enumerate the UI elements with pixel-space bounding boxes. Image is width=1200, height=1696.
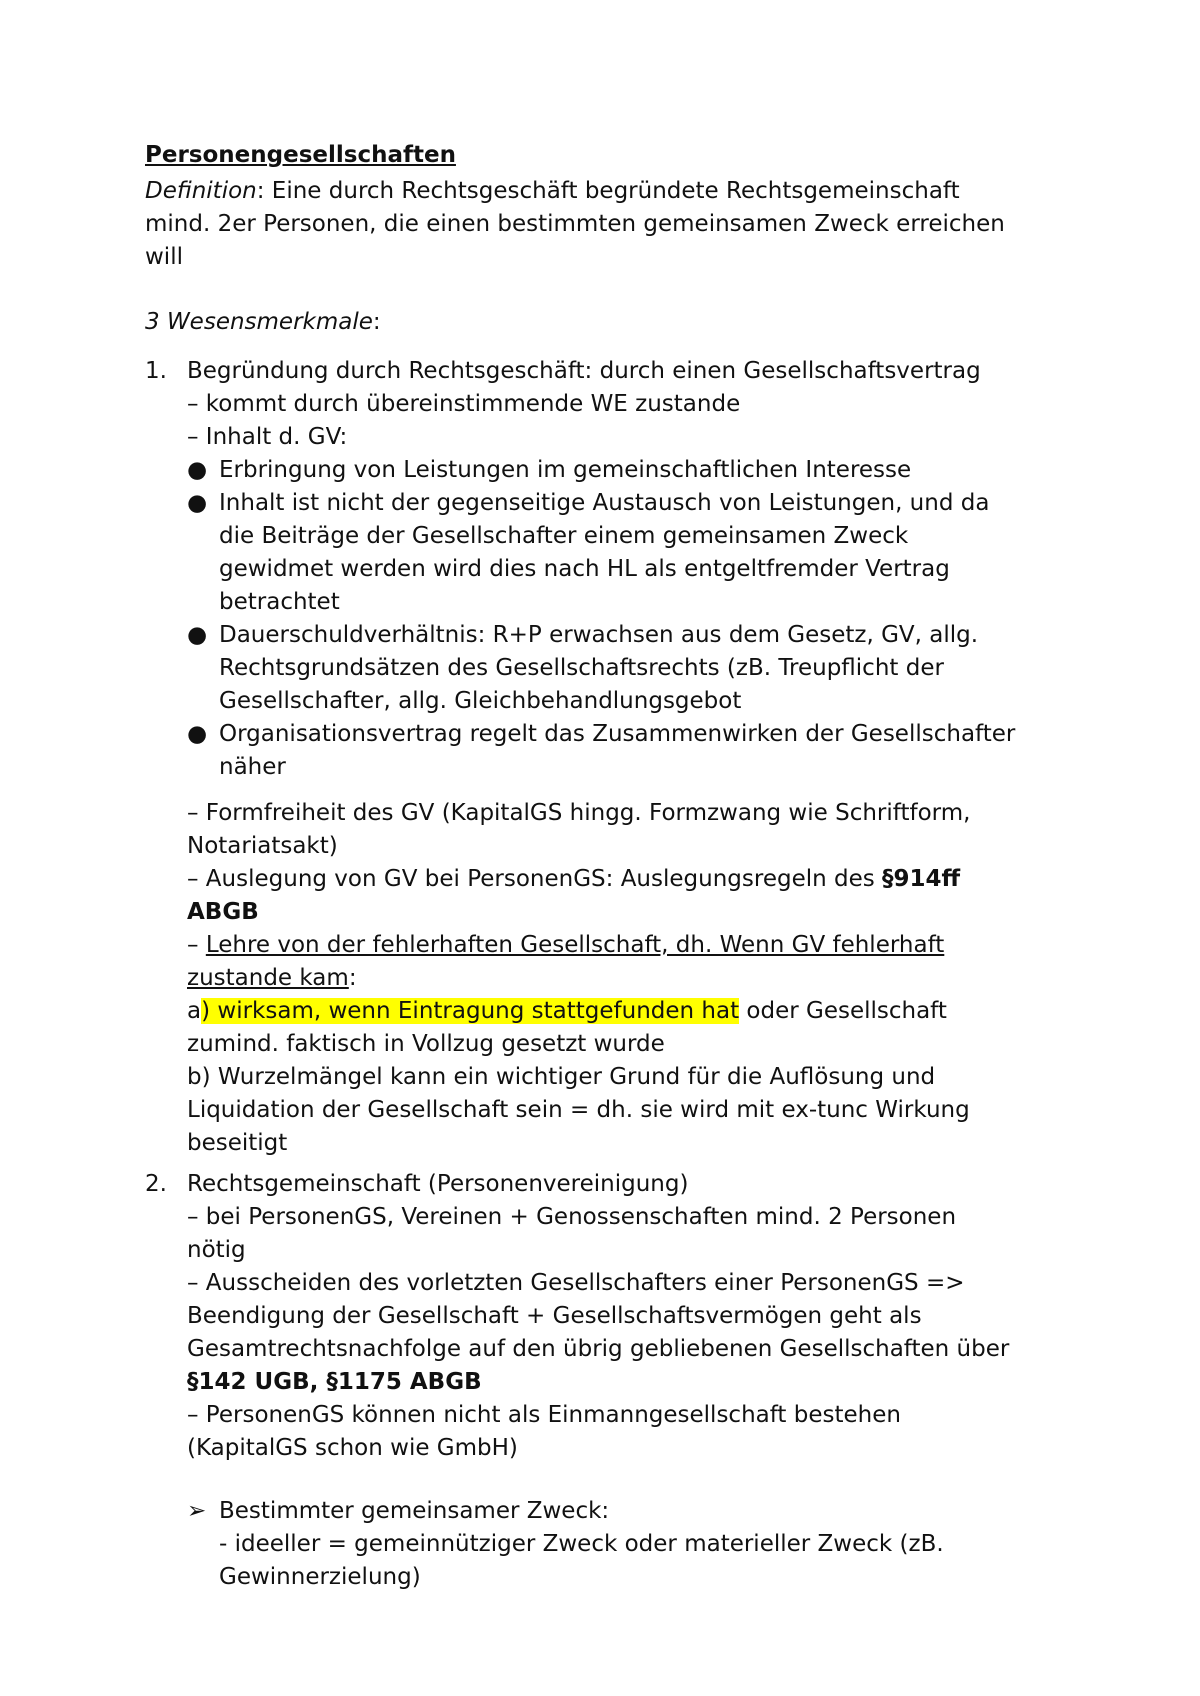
auslegung-line-1: – Auslegung von GV bei PersonenGS: Auslegungsregeln des xyxy=(187,866,883,892)
list-number-2: 2. xyxy=(145,1171,167,1197)
bullet-3-line-2: Rechtsgrundsätzen des Gesellschaftsrechts (zB. Treupflicht der xyxy=(219,655,944,681)
item2-line-1: – bei PersonenGS, Vereinen + Genossenschaften mind. 2 Personen xyxy=(187,1204,957,1230)
page-title: Personengesellschaften xyxy=(145,142,456,168)
list-item-2 xyxy=(145,1168,1105,1465)
bullet-icon: ● xyxy=(187,721,208,747)
point-a-letter: a xyxy=(187,998,202,1024)
item3-line-2: Gewinnerzielung) xyxy=(219,1564,421,1590)
definition-paragraph xyxy=(145,175,1105,274)
bullet-2-line-1: Inhalt ist nicht der gegenseitige Austausch von Leistungen, und da xyxy=(219,490,990,516)
point-b-line-1: b) Wurzelmängel kann ein wichtiger Grund für die Auflösung und xyxy=(187,1064,936,1090)
bullet-icon: ● xyxy=(187,457,208,483)
definition-line-1: : Eine durch Rechtsgeschäft begründete Rechtsgemeinschaft xyxy=(256,178,960,204)
bullet-4-line-2: näher xyxy=(219,754,286,780)
bullet-2-line-2: die Beiträge der Gesellschafter einem gemeinsamen Zweck xyxy=(219,523,909,549)
item1-details xyxy=(145,797,1105,1160)
formfreiheit-line-1: – Formfreiheit des GV (KapitalGS hingg. Formzwang wie Schriftform, xyxy=(187,800,971,826)
auslegung-ref-bold: §914ff xyxy=(882,866,961,892)
definition-line-3: will xyxy=(145,244,183,270)
wesensmerkmale-heading xyxy=(145,306,1105,339)
highlighted-text: ) wirksam, wenn Eintragung stattgefunden hat xyxy=(201,998,740,1024)
bullet-2-line-3: gewidmet werden wird dies nach HL als entgeltfremder Vertrag xyxy=(219,556,950,582)
bullet-2-line-4: betrachtet xyxy=(219,589,340,615)
point-a-line-2: zumind. faktisch in Vollzug gesetzt wurde xyxy=(187,1031,665,1057)
lehre-line-2: zustande kam xyxy=(187,965,349,991)
item3-line-1: - ideeller = gemeinnütziger Zweck oder materieller Zweck (zB. xyxy=(219,1531,944,1557)
list-item-1 xyxy=(145,355,1105,784)
point-a-rest: oder Gesellschaft xyxy=(739,998,947,1024)
list-item-3 xyxy=(145,1495,1105,1594)
lehre-line-1: Lehre von der fehlerhaften Gesellschaft, dh. Wenn GV fehlerhaft xyxy=(205,932,945,958)
point-b-line-2: Liquidation der Gesellschaft sein = dh. sie wird mit ex-tunc Wirkung xyxy=(187,1097,970,1123)
definition-line-2: mind. 2er Personen, die einen bestimmten gemeinsamen Zweck erreichen xyxy=(145,211,1005,237)
item2-heading: Rechtsgemeinschaft (Personenvereinigung) xyxy=(187,1171,689,1197)
item2-line-7: – PersonenGS können nicht als Einmanngesellschaft bestehen xyxy=(187,1402,901,1428)
item2-legal-ref: §142 UGB, §1175 ABGB xyxy=(187,1369,482,1395)
lehre-colon: : xyxy=(348,965,357,991)
item3-heading: Bestimmter gemeinsamer Zweck: xyxy=(219,1498,610,1524)
item1-heading: Begründung durch Rechtsgeschäft: durch einen Gesellschaftsvertrag xyxy=(187,358,981,384)
item2-line-2: nötig xyxy=(187,1237,246,1263)
auslegung-ref-abgb: ABGB xyxy=(187,899,259,925)
bullet-icon: ● xyxy=(187,622,208,648)
bullet-icon: ● xyxy=(187,490,208,516)
bullet-4-line-1: Organisationsvertrag regelt das Zusammenwirken der Gesellschafter xyxy=(219,721,1016,747)
wesensmerkmale-label: 3 Wesensmerkmale xyxy=(145,309,373,335)
formfreiheit-line-2: Notariatsakt) xyxy=(187,833,338,859)
item2-line-3: – Ausscheiden des vorletzten Gesellschafters einer PersonenGS => xyxy=(187,1270,965,1296)
bullet-1-line-1: Erbringung von Leistungen im gemeinschaftlichen Interesse xyxy=(219,457,912,483)
item1-sub-1: – kommt durch übereinstimmende WE zustande xyxy=(187,391,741,417)
item2-line-5: Gesamtrechtsnachfolge auf den übrig gebliebenen Gesellschaften über xyxy=(187,1336,1010,1362)
point-b-line-3: beseitigt xyxy=(187,1130,288,1156)
item1-sub-2: – Inhalt d. GV: xyxy=(187,424,348,450)
bullet-3-line-1: Dauerschuldverhältnis: R+P erwachsen aus dem Gesetz, GV, allg. xyxy=(219,622,979,648)
item2-line-4: Beendigung der Gesellschaft + Gesellschaftsvermögen geht als xyxy=(187,1303,922,1329)
wesensmerkmale-colon: : xyxy=(372,309,381,335)
arrow-bullet-icon: ➢ xyxy=(187,1498,207,1524)
definition-label: Definition xyxy=(145,178,257,204)
list-number-1: 1. xyxy=(145,358,167,384)
bullet-3-line-3: Gesellschafter, allg. Gleichbehandlungsgebot xyxy=(219,688,742,714)
item2-line-8: (KapitalGS schon wie GmbH) xyxy=(187,1435,518,1461)
lehre-dash: – xyxy=(187,932,206,958)
